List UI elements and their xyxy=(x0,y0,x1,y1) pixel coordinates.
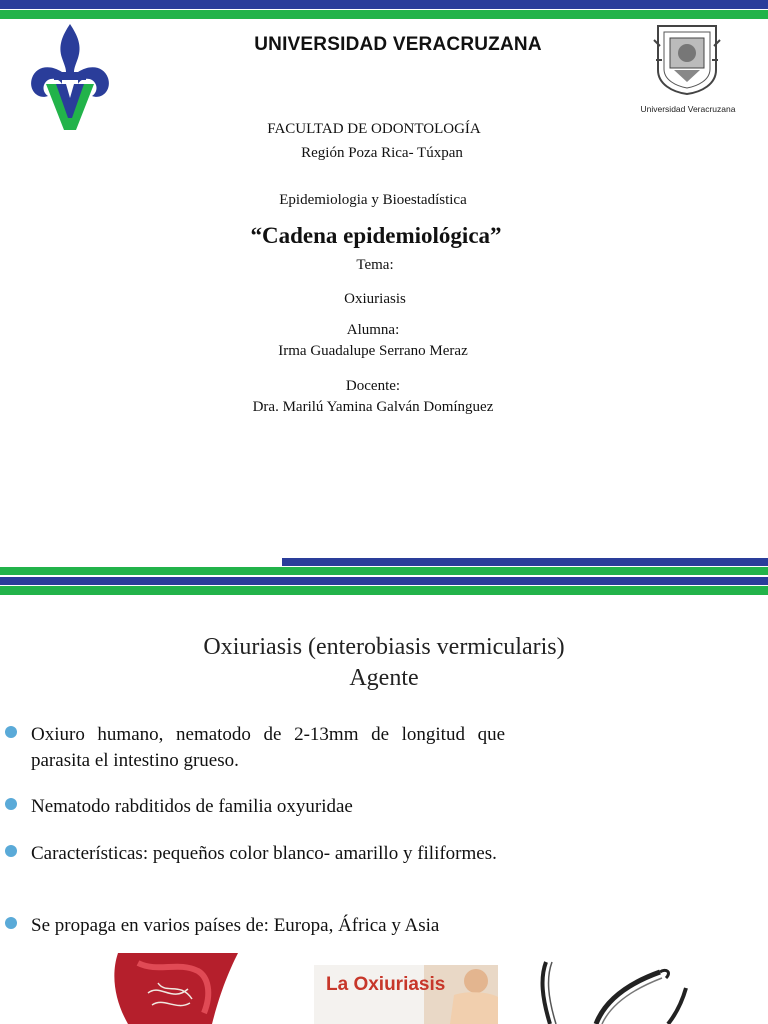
tema-label: Tema: xyxy=(356,257,394,273)
bullet-item: Características: pequeños color blanco- amarillo y filiformes. xyxy=(31,843,497,864)
subject-name: Epidemiologia y Bioestadística xyxy=(279,192,467,208)
docente-label: Docente: xyxy=(345,378,401,394)
top-green-stripe xyxy=(0,10,768,19)
top-blue-stripe xyxy=(0,0,768,9)
tema-value: Oxiuriasis xyxy=(344,291,406,307)
alumna-label: Alumna: xyxy=(346,322,400,338)
seal-caption: Universidad Veracruzana xyxy=(640,104,736,114)
pinworm-illustration xyxy=(536,958,696,1024)
bottom-blue-stripe-short xyxy=(282,558,768,566)
bullet-item: Se propaga en varios países de: Europa, África y Asia xyxy=(31,915,440,936)
bullet-item: Oxiuro humano, nematodo de 2-13mm de longitud que parasita el intestino grueso. xyxy=(31,724,505,771)
bottom-green-stripe xyxy=(0,567,768,575)
intestine-worms-image xyxy=(108,953,244,1024)
banner-label: La Oxiuriasis xyxy=(326,974,446,995)
docente-name: Dra. Marilú Yamina Galván Domínguez xyxy=(252,399,494,415)
university-title: UNIVERSIDAD VERACRUZANA xyxy=(254,34,542,55)
bullet-icon xyxy=(5,726,17,738)
bullet-icon xyxy=(5,845,17,857)
slide-subtitle: Agente xyxy=(349,665,419,691)
slide-title: Oxiuriasis (enterobiasis vermicularis) xyxy=(203,634,565,660)
region-name: Región Poza Rica- Túxpan xyxy=(301,145,463,161)
bottom-green-stripe-2 xyxy=(0,586,768,595)
bullet-item: Nematodo rabditidos de familia oxyuridae xyxy=(31,796,353,817)
bullet-icon xyxy=(5,917,17,929)
presentation-title: “Cadena epidemiológica” xyxy=(250,223,502,248)
bullet-icon xyxy=(5,798,17,810)
bottom-blue-stripe xyxy=(0,577,768,585)
uv-seal-icon xyxy=(652,20,722,96)
alumna-name: Irma Guadalupe Serrano Meraz xyxy=(278,343,468,359)
faculty-name: FACULTAD DE ODONTOLOGÍA xyxy=(267,121,481,137)
